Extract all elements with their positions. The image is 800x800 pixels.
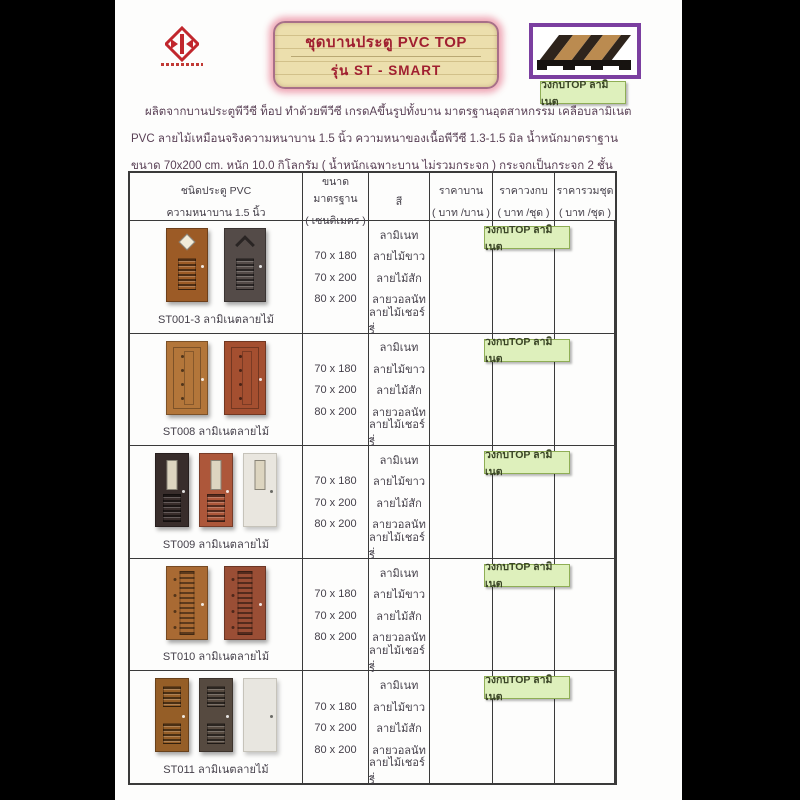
glass-motif: [211, 460, 222, 490]
description-line: ขนาด 70x200 cm. หนัก 10.0 กิโลกรัม ( น้ำหนักเฉพาะบาน ไม่รวมกระจก ) กระจกเป็นกระจก 2 ชั้น: [131, 160, 613, 172]
louver-low-motif: [163, 494, 181, 522]
color-option: ลามิเนท: [379, 229, 419, 242]
table-body: [130, 221, 615, 788]
color-option: ลายวอลนัท: [372, 294, 426, 307]
sizes-cell: [303, 671, 369, 783]
column-header: สี: [369, 173, 430, 229]
door-handle: [259, 603, 262, 606]
frame-badge: วงกบTOP ลามิเนต: [484, 226, 570, 249]
size-value: 70 x 180: [314, 475, 357, 488]
color-option: ลายวอลนัท: [372, 519, 426, 532]
color-option: ลายวอลนัท: [372, 744, 426, 757]
color-option: ลามิเนท: [379, 454, 419, 467]
color-option: ลายไม้สัก: [376, 610, 422, 623]
document-page: [115, 0, 682, 800]
color-option: ลายไม้สัก: [376, 723, 422, 736]
table-header-row: [130, 173, 615, 227]
door-images: [130, 341, 302, 415]
door-image: [166, 566, 208, 640]
size-value: 70 x 200: [314, 609, 357, 622]
glass-motif: [167, 460, 178, 490]
table-row: [130, 221, 615, 337]
door-image: [243, 453, 277, 527]
panels-motif: [231, 347, 259, 409]
title-divider: [291, 56, 481, 57]
table-row: [130, 334, 615, 450]
table-row: [130, 446, 615, 562]
door-image: [155, 678, 189, 752]
title-banner: [273, 21, 499, 89]
laminate-profiles-illustration: [533, 27, 637, 75]
door-type-cell: [130, 221, 303, 333]
door-handle: [259, 265, 262, 268]
colors-cell: [369, 559, 430, 675]
color-option: ลายไม้เชอร์รี่: [369, 644, 425, 675]
color-option: ลายวอลนัท: [372, 406, 426, 419]
size-value: 80 x 200: [314, 293, 357, 306]
diamond-motif: [179, 234, 196, 251]
louver-motif: [178, 258, 196, 290]
size-value: 80 x 200: [314, 405, 357, 418]
product-description: [131, 99, 671, 180]
louver-top-motif: [163, 686, 181, 707]
color-option: ลายไม้สัก: [376, 497, 422, 510]
door-image: [166, 341, 208, 415]
door-image: [155, 453, 189, 527]
color-option: ลายไม้ขาว: [372, 363, 426, 376]
color-option: ลายไม้เชอร์รี่: [369, 419, 425, 450]
door-image: [243, 678, 277, 752]
colors-cell: [369, 334, 430, 450]
size-value: 80 x 200: [314, 631, 357, 644]
color-option: ลายไม้ขาว: [372, 251, 426, 264]
door-handle: [201, 603, 204, 606]
frame-badge: วงกบTOP ลามิเนต: [484, 339, 570, 362]
door-type-cell: [130, 671, 303, 783]
door-images: [130, 453, 302, 527]
price-table: [128, 171, 617, 788]
door-model-label: ST008 ลามิเนตลายไม้: [162, 426, 270, 439]
colors-cell: [369, 221, 430, 337]
company-logo-icon: [165, 26, 199, 66]
color-option: ลามิเนท: [379, 342, 419, 355]
sizes-cell: [303, 221, 369, 333]
door-image: [199, 453, 233, 527]
size-value: 70 x 180: [314, 250, 357, 263]
door-handle: [182, 490, 185, 493]
size-value: 80 x 200: [314, 518, 357, 531]
centerstrip-motif: [238, 571, 253, 635]
door-handle: [201, 265, 204, 268]
size-value: 70 x 180: [314, 588, 357, 601]
door-image: [199, 678, 233, 752]
door-images: [130, 566, 302, 640]
arch-motif: [235, 235, 255, 255]
color-option: ลายไม้ขาว: [372, 476, 426, 489]
door-type-cell: [130, 559, 303, 671]
color-option: ลามิเนท: [379, 567, 419, 580]
panels-motif: [173, 347, 201, 409]
color-option: ลายไม้เชอร์รี่: [369, 757, 425, 788]
column-header: ราคาวงกบ ( บาท /ชุด ): [493, 173, 555, 229]
door-handle: [270, 490, 273, 493]
color-option: ลายไม้เชอร์รี่: [369, 306, 425, 337]
louver-top-motif: [207, 686, 225, 707]
door-images: [130, 228, 302, 302]
model-subtitle: รุ่น ST - SMART: [330, 62, 442, 78]
sizes-cell: [303, 446, 369, 558]
column-header: ราคารวมชุด ( บาท /ชุด ): [556, 184, 614, 219]
door-handle: [270, 715, 273, 718]
door-handle: [201, 378, 204, 381]
size-value: 80 x 200: [314, 743, 357, 756]
color-option: ลายไม้เชอร์รี่: [369, 531, 425, 562]
sizes-cell: [303, 334, 369, 446]
louver-low-motif: [207, 494, 225, 522]
door-model-label: ST010 ลามิเนตลายไม้: [162, 651, 270, 664]
description-line: ผลิตจากบานประตูพีวีซี ท็อป ทำด้วยพีวีซี เกรดAขึ้นรูปทั้งบาน มาตรฐานอุตสาหกรรม เคลือบลามิเนต: [145, 106, 632, 118]
door-handle: [182, 715, 185, 718]
logo-caption: [161, 63, 203, 66]
column-header: ราคาบาน ( บาท /บาน ): [430, 173, 493, 229]
frame-profile-photo: [529, 23, 641, 79]
door-image: [224, 341, 266, 415]
table-row: [130, 671, 615, 788]
table-row: [130, 559, 615, 675]
size-value: 70 x 200: [314, 496, 357, 509]
door-images: [130, 678, 302, 752]
frame-badge: วงกบTOP ลามิเนต: [484, 676, 570, 699]
frame-badge: วงกบTOP ลามิเนต: [484, 564, 570, 587]
door-image: [166, 228, 208, 302]
door-model-label: ST001-3 ลามิเนตลายไม้: [158, 313, 274, 326]
glass-motif: [255, 460, 266, 490]
door-type-cell: [130, 334, 303, 446]
frame-badge: วงกบTOP ลามิเนต: [484, 451, 570, 474]
colors-cell: [369, 671, 430, 788]
page-title: ชุดบานประตู PVC TOP: [305, 33, 467, 51]
color-option: ลายไม้ขาว: [372, 701, 426, 714]
louver-bottom-motif: [207, 723, 225, 744]
door-model-label: ST009 ลามิเนตลายไม้: [162, 538, 270, 551]
frame-badge: วงกบTOP ลามิเนต: [540, 81, 626, 104]
door-handle: [226, 490, 229, 493]
door-handle: [259, 378, 262, 381]
door-image: [224, 566, 266, 640]
louver-motif: [236, 258, 254, 290]
door-type-cell: [130, 446, 303, 558]
colors-cell: [369, 446, 430, 562]
size-value: 70 x 200: [314, 384, 357, 397]
description-line: PVC ลายไม้เหมือนจริงความหนาบาน 1.5 นิ้ว ความหนาของเนื้อพีวีซี 1.3-1.5 มิล น้ำหนักมาตราฐาน: [131, 133, 618, 145]
color-option: ลายไม้ขาว: [372, 589, 426, 602]
door-handle: [226, 715, 229, 718]
centerstrip-motif: [180, 571, 195, 635]
louver-bottom-motif: [163, 723, 181, 744]
color-option: ลายไม้สัก: [376, 272, 422, 285]
size-value: 70 x 180: [314, 700, 357, 713]
door-image: [224, 228, 266, 302]
sizes-cell: [303, 559, 369, 671]
size-value: 70 x 200: [314, 722, 357, 735]
color-option: ลายวอลนัท: [372, 632, 426, 645]
color-option: ลายไม้สัก: [376, 385, 422, 398]
door-model-label: ST011 ลามิเนตลายไม้: [163, 763, 269, 776]
size-value: 70 x 200: [314, 271, 357, 284]
size-value: 70 x 180: [314, 362, 357, 375]
color-option: ลามิเนท: [379, 680, 419, 693]
column-header: ชนิดประตู PVC ความหนาบาน 1.5 นิ้ว: [130, 173, 303, 229]
column-header: ขนาดมาตรฐาน ( เซนติเมตร ): [303, 173, 369, 229]
